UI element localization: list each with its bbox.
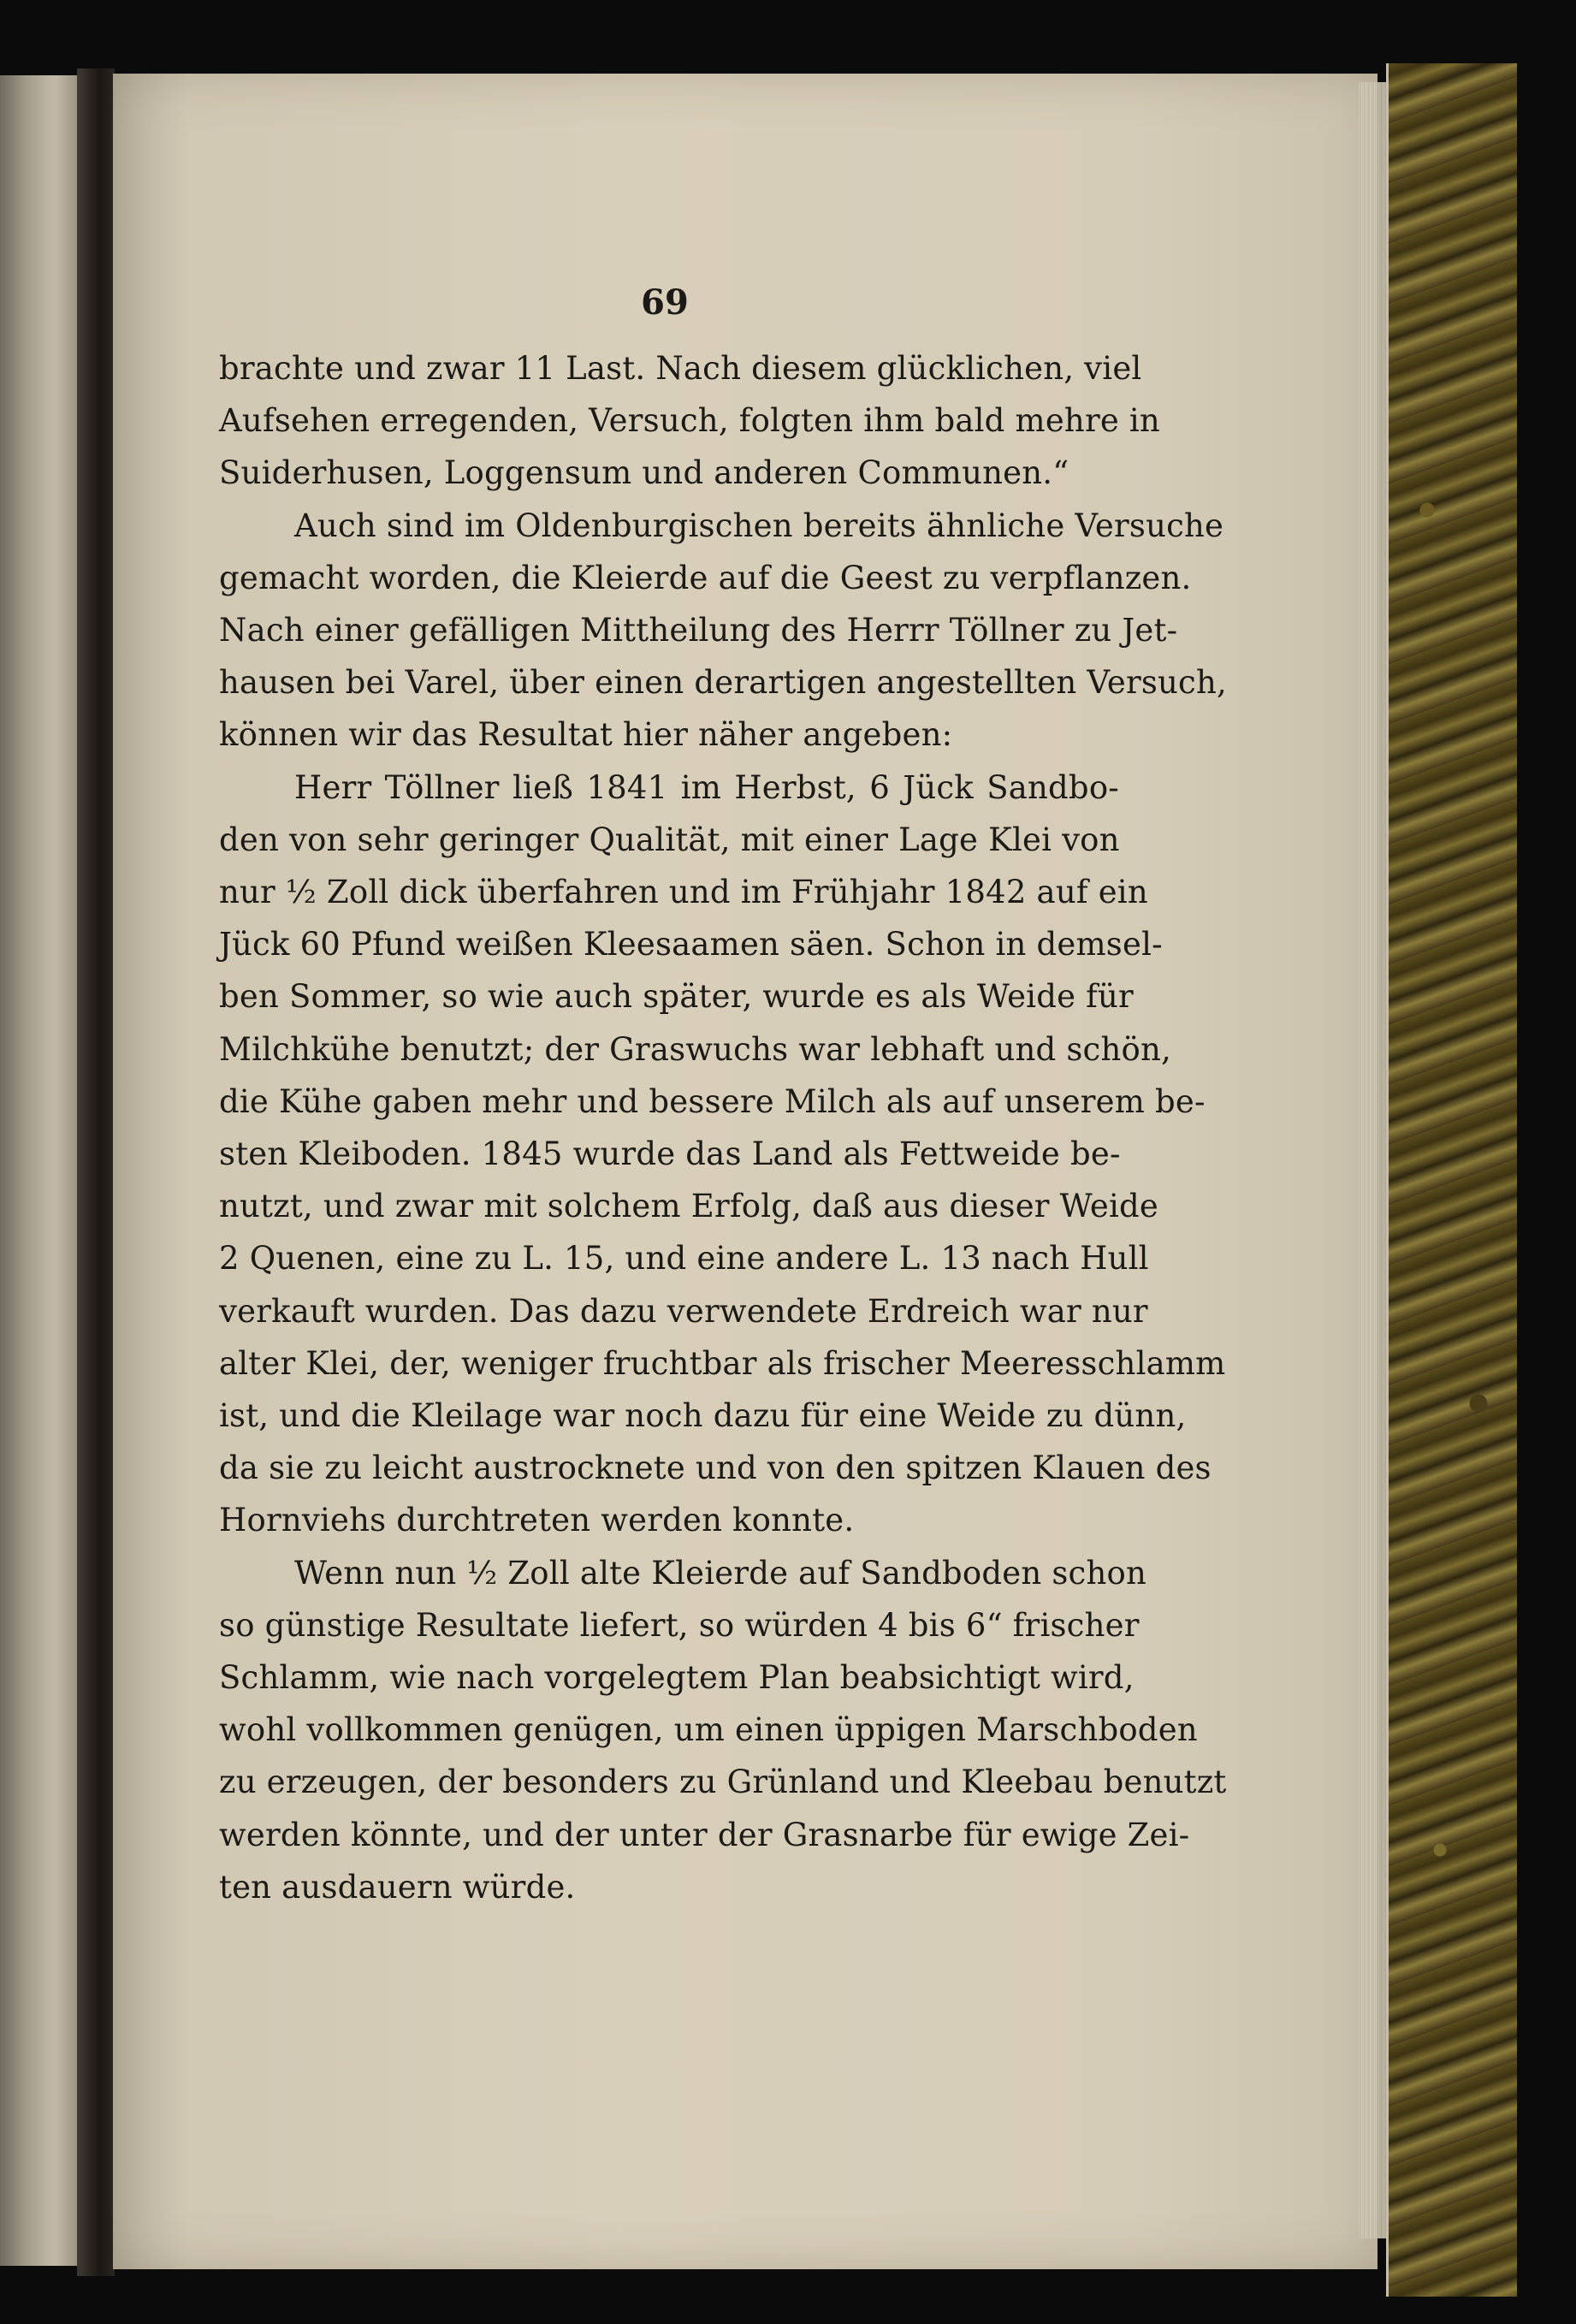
text-line: ten ausdauern würde. xyxy=(219,1868,576,1906)
text-line: so günstige Resultate liefert, so würden 4 bis 6“ frischer xyxy=(219,1606,1140,1644)
text-line: 2 Quenen, eine zu L. 15, und eine andere L. 13 nach Hull xyxy=(219,1240,1149,1278)
text-line: zu erzeugen, der besonders zu Grünland und Kleebau benutzt xyxy=(219,1764,1227,1801)
text-line: den von sehr geringer Qualität, mit einer Lage Klei von xyxy=(219,821,1120,858)
text-line: Aufsehen erregenden, Versuch, folgten ihm bald mehre in xyxy=(219,402,1160,440)
body-text xyxy=(219,282,1227,1913)
previous-page-edge xyxy=(0,75,77,2266)
text-line: Hornviehs durchtreten werden konnte. xyxy=(219,1502,855,1539)
text-line: werden könnte, und der unter der Grasnarbe für ewige Zei- xyxy=(219,1816,1190,1853)
text-line: alter Klei, der, weniger fruchtbar als frischer Meeresschlamm xyxy=(219,1344,1226,1382)
text-line: brachte und zwar 11 Last. Nach diesem glücklichen, viel xyxy=(219,350,1142,387)
text-line: können wir das Resultat hier näher angeben: xyxy=(219,716,953,754)
text-line: Wenn nun ½ Zoll alte Kleierde auf Sandboden schon xyxy=(294,1554,1147,1592)
text-line: hausen bei Varel, über einen derartigen angestellten Versuch, xyxy=(219,664,1227,702)
text-line: ist, und die Kleilage war noch dazu für eine Weide zu dünn, xyxy=(219,1397,1187,1435)
page-number: 69 xyxy=(641,282,689,323)
text-line: Milchkühe benutzt; der Graswuchs war lebhaft und schön, xyxy=(219,1030,1171,1068)
book-gutter xyxy=(77,68,115,2276)
text-line: verkauft wurden. Das dazu verwendete Erdreich war nur xyxy=(219,1292,1148,1330)
marbled-cover xyxy=(1386,63,1517,2297)
text-line: sten Kleiboden. 1845 wurde das Land als Fettweide be- xyxy=(219,1135,1121,1173)
text-line: Herr Töllner ließ 1841 im Herbst, 6 Jück Sandbo- xyxy=(294,768,1119,806)
text-line: da sie zu leicht austrocknete und von den spitzen Klauen des xyxy=(219,1450,1212,1487)
text-line: Jück 60 Pfund weißen Kleesaamen säen. Schon in demsel- xyxy=(219,926,1163,963)
text-line: Schlamm, wie nach vorgelegtem Plan beabsichtigt wird, xyxy=(219,1659,1135,1697)
text-line: Nach einer gefälligen Mittheilung des Herrr Töllner zu Jet- xyxy=(219,612,1178,649)
text-line: wohl vollkommen genügen, um einen üppigen Marschboden xyxy=(219,1711,1198,1749)
text-line: gemacht worden, die Kleierde auf die Geest zu verpflanzen. xyxy=(219,559,1192,596)
text-line: Suiderhusen, Loggensum und anderen Communen.“ xyxy=(219,454,1069,492)
text-line: Auch sind im Oldenburgischen bereits ähnliche Versuche xyxy=(294,507,1224,544)
page-edges xyxy=(1359,82,1389,2238)
text-line: die Kühe gaben mehr und bessere Milch als auf unserem be- xyxy=(219,1082,1206,1120)
text-line: ben Sommer, so wie auch später, wurde es als Weide für xyxy=(219,978,1134,1016)
text-line: nutzt, und zwar mit solchem Erfolg, daß aus dieser Weide xyxy=(219,1188,1158,1225)
text-line: nur ½ Zoll dick überfahren und im Frühjahr 1842 auf ein xyxy=(219,874,1148,911)
